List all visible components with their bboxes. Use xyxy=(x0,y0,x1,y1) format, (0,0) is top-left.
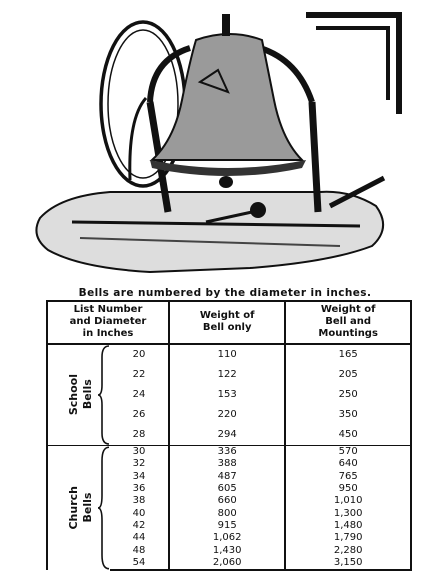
bell-sizes-table xyxy=(46,300,412,571)
cell-weight-mountings: 165 xyxy=(285,344,411,365)
cell-size: 40 xyxy=(132,507,146,519)
corner-bracket-inner xyxy=(316,26,390,100)
cell-weight-mountings: 350 xyxy=(285,405,411,425)
cell-size: 20 xyxy=(110,344,169,365)
cell-weight-mountings: 765 xyxy=(285,471,411,483)
table-caption: Bells are numbered by the diameter in inches. xyxy=(78,287,372,299)
cell-size: 28 xyxy=(132,428,146,440)
cell-weight-mountings: 570 xyxy=(285,446,411,459)
cell-size: 22 xyxy=(132,369,146,381)
header-list-number: List Number and Diameter in Inches xyxy=(47,301,169,344)
cell-weight: 487 xyxy=(169,471,285,483)
cell-size: 36 xyxy=(132,483,146,495)
cell-weight: 800 xyxy=(169,507,285,519)
cell-weight-mountings: 3,150 xyxy=(285,557,411,570)
cell-weight-mountings: 450 xyxy=(285,425,411,446)
group-label-church: Church Bells xyxy=(67,486,94,530)
header-weight-bell: Weight of Bell only xyxy=(169,301,285,344)
cell-weight-mountings: 250 xyxy=(285,385,411,405)
brace-icon xyxy=(98,345,110,445)
table-row xyxy=(47,446,411,459)
cell-weight: 915 xyxy=(169,520,285,532)
cell-weight-mountings: 1,300 xyxy=(285,507,411,519)
cell-weight: 110 xyxy=(169,344,285,365)
cell-weight: 122 xyxy=(169,365,285,385)
bell-hammer xyxy=(250,202,266,218)
wheel-spoke xyxy=(130,98,146,180)
group-church-bells xyxy=(47,446,110,570)
table-header-row xyxy=(47,301,411,344)
cell-weight: 1,430 xyxy=(169,544,285,556)
cell-weight: 388 xyxy=(169,458,285,470)
cell-size: 26 xyxy=(132,408,146,420)
cell-size: 34 xyxy=(132,470,146,482)
cell-weight: 153 xyxy=(169,385,285,405)
cell-weight: 336 xyxy=(169,446,285,459)
brace-icon xyxy=(98,446,110,570)
cell-weight-mountings: 2,280 xyxy=(285,544,411,556)
cell-weight-mountings: 1,790 xyxy=(285,532,411,544)
table-row xyxy=(47,344,411,365)
cell-weight: 1,062 xyxy=(169,532,285,544)
cell-size: 54 xyxy=(110,557,169,570)
cell-weight: 294 xyxy=(169,425,285,446)
cell-weight: 605 xyxy=(169,483,285,495)
cell-size: 44 xyxy=(132,532,146,544)
bell-crown xyxy=(222,14,230,36)
cell-weight-mountings: 1,010 xyxy=(285,495,411,507)
cell-size: 24 xyxy=(132,389,146,401)
cell-weight-mountings: 950 xyxy=(285,483,411,495)
cell-size: 38 xyxy=(132,495,146,507)
cell-weight-mountings: 205 xyxy=(285,365,411,385)
cell-size: 32 xyxy=(132,458,146,470)
cell-weight-mountings: 1,480 xyxy=(285,520,411,532)
cell-weight: 2,060 xyxy=(169,557,285,570)
cell-weight: 660 xyxy=(169,495,285,507)
group-school-bells xyxy=(47,344,110,446)
cell-weight-mountings: 640 xyxy=(285,458,411,470)
bell-clapper xyxy=(219,176,233,188)
cell-size: 48 xyxy=(132,544,146,556)
header-weight-mountings: Weight of Bell and Mountings xyxy=(285,301,411,344)
group-label-school: School Bells xyxy=(67,374,94,416)
cell-size: 42 xyxy=(132,519,146,531)
cell-size: 30 xyxy=(110,446,169,459)
bell-illustration xyxy=(0,0,424,285)
cell-weight: 220 xyxy=(169,405,285,425)
